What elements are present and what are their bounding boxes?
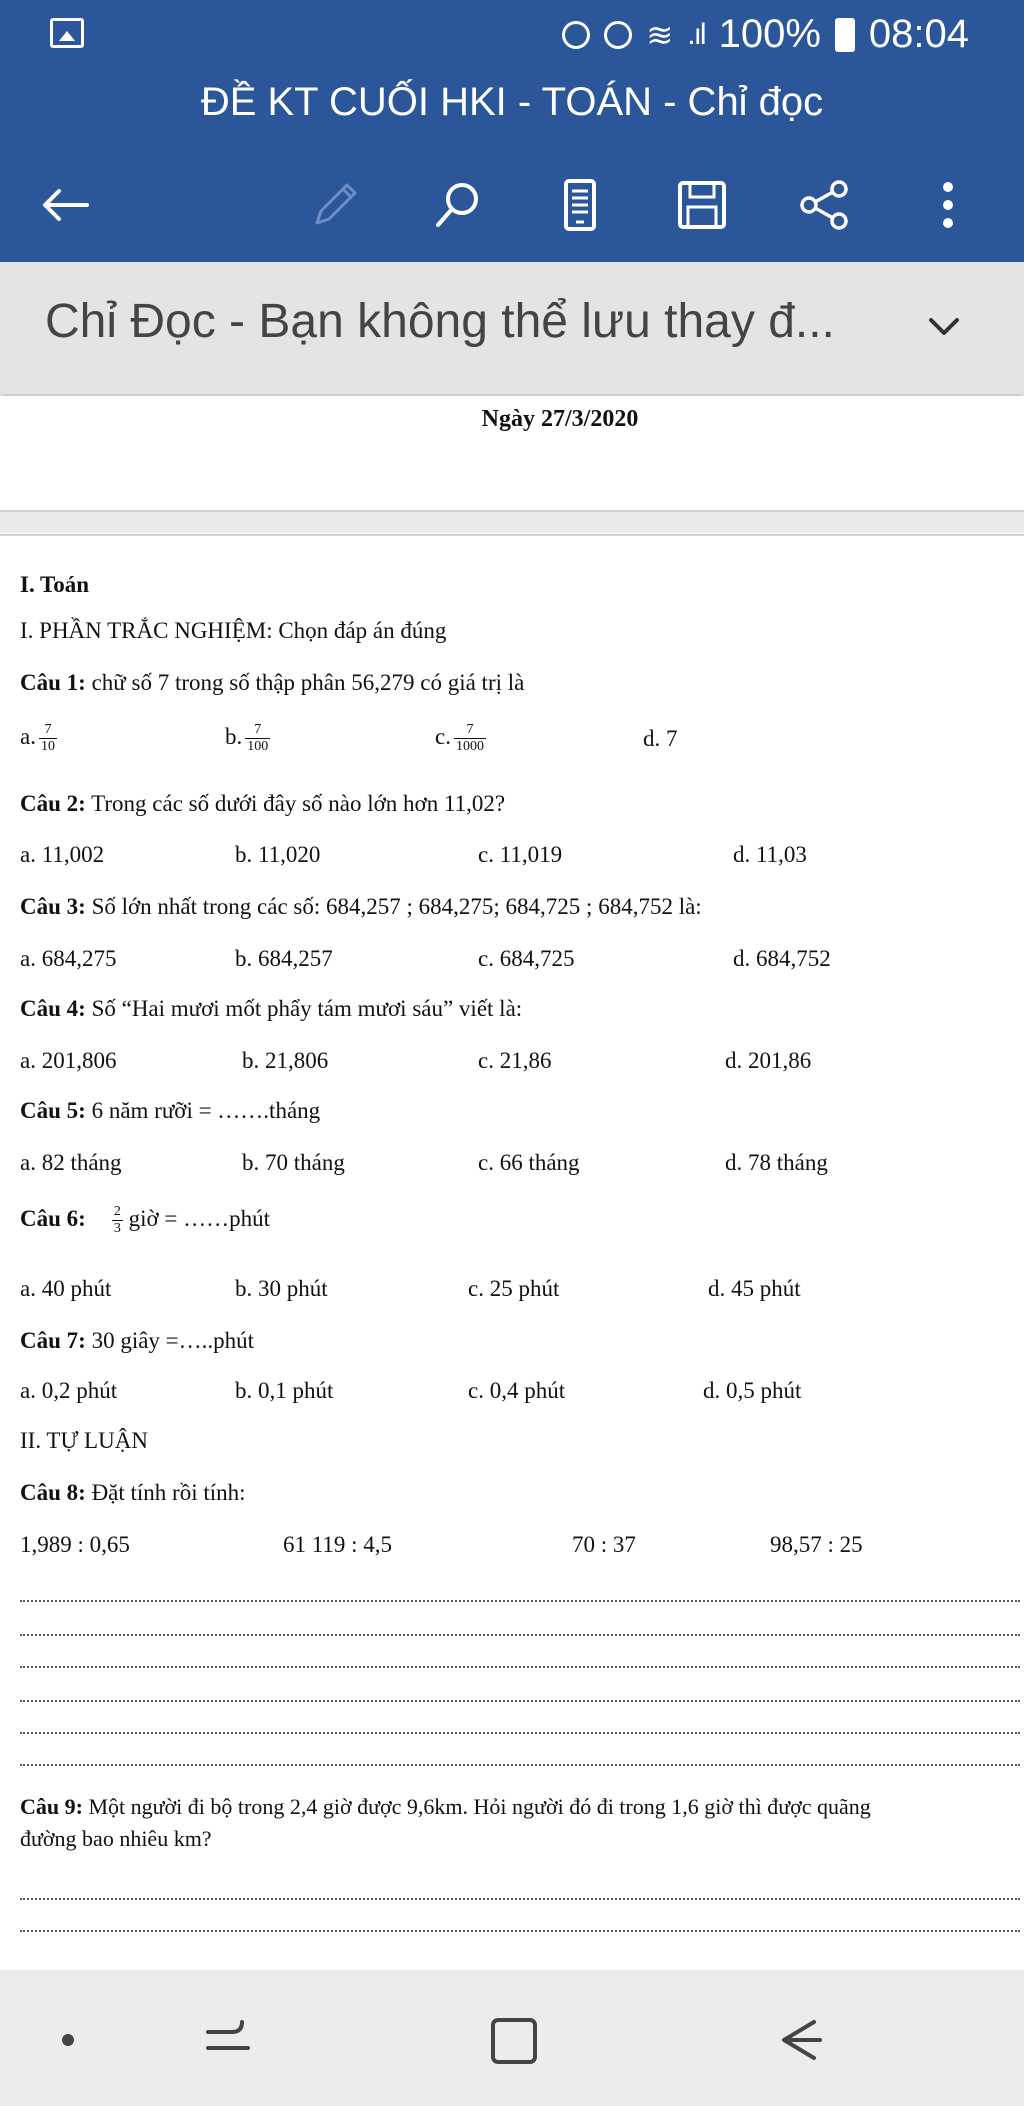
question-9 (20, 1794, 871, 1820)
question-8 (20, 1480, 246, 1506)
answer-line (20, 1700, 1020, 1702)
question-text: Một người đi bộ trong 2,4 giờ được 9,6km. Hỏi người đó đi trong 1,6 giờ thì được quãng (82, 1794, 871, 1819)
question-text: Đặt tính rồi tính: (85, 1480, 246, 1505)
back-icon[interactable] (770, 2010, 830, 2070)
option-d: d. 45 phút (708, 1276, 801, 1301)
lock-icon (562, 21, 590, 49)
recent-apps-icon[interactable] (198, 2010, 258, 2070)
document-page-1 (0, 396, 1024, 512)
answer-line (20, 1764, 1020, 1766)
home-icon[interactable] (485, 2010, 545, 2070)
question-text: Số lớn nhất trong các số: 684,257 ; 684,275; 684,725 ; 684,752 là: (85, 894, 702, 919)
question-text: 6 năm rưỡi = …….tháng (85, 1098, 321, 1123)
save-icon[interactable] (672, 175, 732, 235)
option-a: a. 40 phút (20, 1276, 112, 1301)
option-a (20, 722, 57, 755)
fraction-numerator: 2 (113, 1204, 121, 1219)
question-7 (20, 1328, 254, 1354)
question-3 (20, 894, 702, 920)
option-d: d. 7 (643, 726, 678, 751)
question-label: Câu 6: (20, 1205, 86, 1231)
answer-line (20, 1600, 1020, 1602)
question-4 (20, 996, 522, 1022)
expression: 70 : 37 (572, 1532, 636, 1557)
question-text: giờ = ……phút (122, 1205, 270, 1231)
share-icon[interactable] (795, 175, 855, 235)
document-date: Ngày 27/3/2020 (481, 406, 639, 432)
toolbar (0, 150, 1024, 250)
question-label: Câu 7: (20, 1328, 86, 1353)
question-text: Số “Hai mươi mốt phẩy tám mươi sáu” viết là: (85, 996, 523, 1021)
question-label: Câu 9: (20, 1794, 83, 1819)
expression: 1,989 : 0,65 (20, 1532, 130, 1557)
option-prefix: a. (20, 723, 36, 749)
option-a: a. 0,2 phút (20, 1378, 118, 1403)
expression: 98,57 : 25 (770, 1532, 863, 1557)
option-b: b. 684,257 (235, 946, 333, 971)
fraction (112, 1204, 123, 1237)
fraction-numerator: 7 (454, 722, 486, 739)
back-arrow-icon[interactable] (35, 175, 95, 235)
option-a: a. 684,275 (20, 946, 117, 971)
option-a: a. 82 tháng (20, 1150, 122, 1175)
option-c (435, 722, 486, 755)
app-bar (0, 0, 1024, 262)
alarm-icon (604, 21, 632, 49)
question-label: Câu 5: (20, 1098, 86, 1123)
answer-line (20, 1898, 1020, 1900)
page-gap (0, 512, 1024, 532)
document-title: ĐỀ KT CUỐI HKI - TOÁN - Chỉ đọc (200, 80, 824, 124)
wifi-icon: ≋ (646, 16, 674, 53)
question-text: Trong các số dưới đây số nào lớn hơn 11,02? (85, 791, 506, 816)
option-prefix: c. (435, 723, 451, 749)
option-c: c. 25 phút (468, 1276, 560, 1301)
section-heading-essay: II. TỰ LUẬN (20, 1428, 148, 1453)
fraction-numerator: 7 (245, 722, 270, 739)
section-heading-toan: I. Toán (20, 572, 90, 597)
option-b: b. 0,1 phút (235, 1378, 334, 1403)
option-c: c. 21,86 (478, 1048, 552, 1073)
question-text: 30 giây =…..phút (85, 1328, 255, 1353)
question-label: Câu 8: (20, 1480, 86, 1505)
answer-line (20, 1732, 1020, 1734)
fraction-numerator: 7 (39, 722, 57, 739)
edit-pencil-icon[interactable] (305, 175, 365, 235)
answer-line (20, 1634, 1020, 1636)
readonly-banner[interactable] (0, 262, 1024, 394)
option-b: b. 30 phút (235, 1276, 328, 1301)
fraction-denominator: 3 (113, 1221, 121, 1236)
option-b: b. 21,806 (242, 1048, 329, 1073)
question-label: Câu 4: (20, 996, 86, 1021)
option-d: d. 0,5 phút (703, 1378, 802, 1403)
option-d: d. 201,86 (725, 1048, 812, 1073)
more-options-icon[interactable] (918, 175, 978, 235)
status-right (562, 12, 969, 57)
option-c: c. 66 tháng (478, 1150, 580, 1175)
fraction-denominator: 1000 (455, 739, 484, 754)
option-b (225, 722, 270, 755)
status-bar (0, 0, 1024, 72)
question-label: Câu 2: (20, 791, 86, 816)
clock: 08:04 (868, 12, 969, 56)
question-6 (20, 1204, 270, 1237)
fraction (39, 722, 57, 755)
search-icon[interactable] (428, 175, 488, 235)
battery-icon (835, 18, 855, 52)
document-page-2 (0, 534, 1024, 1972)
mobile-view-icon[interactable] (550, 175, 610, 235)
option-d: d. 78 tháng (725, 1150, 828, 1175)
option-a: a. 11,002 (20, 842, 105, 867)
option-d: d. 11,03 (733, 842, 807, 867)
dot-icon (38, 2010, 98, 2070)
question-label: Câu 1: (20, 670, 86, 695)
section-heading-multiple-choice: I. PHẦN TRẮC NGHIỆM: Chọn đáp án đúng (20, 618, 447, 643)
option-prefix: b. (225, 723, 243, 749)
option-c: c. 0,4 phút (468, 1378, 566, 1403)
question-text: chữ số 7 trong số thập phân 56,279 có giá trị là (85, 670, 525, 695)
option-c: c. 684,725 (478, 946, 575, 971)
question-2 (20, 791, 505, 817)
answer-line (20, 1666, 1020, 1668)
fraction-denominator: 10 (40, 739, 55, 754)
question-label: Câu 3: (20, 894, 86, 919)
fraction (454, 722, 486, 755)
option-d: d. 684,752 (733, 946, 831, 971)
option-b: b. 11,020 (235, 842, 321, 867)
readonly-message: Chỉ Đọc - Bạn không thể lưu thay đ... (45, 295, 835, 348)
option-b: b. 70 tháng (242, 1150, 345, 1175)
signal-icon: .ıl (687, 17, 705, 51)
fraction (245, 722, 270, 755)
option-a: a. 201,806 (20, 1048, 117, 1073)
answer-line (20, 1930, 1020, 1932)
battery-percent: 100% (718, 12, 821, 56)
expression: 61 119 : 4,5 (283, 1532, 393, 1557)
question-1 (20, 670, 524, 696)
fraction-denominator: 100 (247, 739, 269, 754)
question-5 (20, 1098, 320, 1124)
chevron-down-icon[interactable] (919, 302, 969, 352)
gallery-icon (50, 18, 84, 48)
navigation-bar (0, 1970, 1024, 2106)
question-9-continued: đường bao nhiêu km? (20, 1826, 212, 1851)
option-c: c. 11,019 (478, 842, 563, 867)
